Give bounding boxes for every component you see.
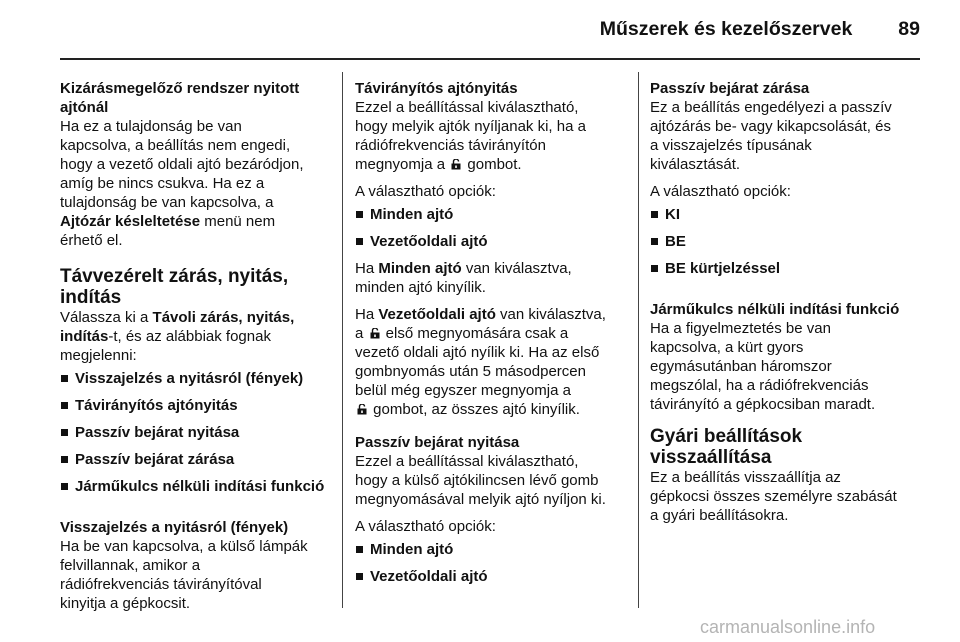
paragraph-line: Ez a beállítás engedélyezi a passzív xyxy=(650,99,892,116)
heading-keyless-start: Járműkulcs nélküli indítási funkció xyxy=(650,301,900,318)
list-item: Visszajelzés a nyitásról (fények) xyxy=(60,369,330,388)
options-label: A választható opciók: xyxy=(650,183,791,200)
unlock-icon xyxy=(357,404,367,415)
list-item: Távirányítós ajtónyitás xyxy=(60,396,330,415)
paragraph-line: kapcsolva, a kürt gyors xyxy=(650,339,804,356)
list-item: Vezetőoldali ajtó xyxy=(355,567,625,586)
paragraph-line: hogy melyik ajtók nyíljanak ki, ha a xyxy=(355,118,586,135)
paragraph-line: gombnyomás után 5 másodpercen xyxy=(355,363,586,380)
heading-remote-unlock: Távirányítós ajtónyitás xyxy=(355,80,518,97)
options-label: A választható opciók: xyxy=(355,183,496,200)
heading-passive-entry-lock: Passzív bejárat zárása xyxy=(650,80,810,97)
list-item: Passzív bejárat zárása xyxy=(60,450,330,469)
paragraph-line: megnyomásával melyik ajtó nyíljon ki. xyxy=(355,491,606,508)
paragraph-line: indítás-t, és az alábbiak fognak xyxy=(60,328,271,345)
paragraph-line: Válassza ki a Távoli zárás, nyitás, xyxy=(60,309,295,326)
heading-passive-entry-unlock: Passzív bejárat nyitása xyxy=(355,434,520,451)
paragraph-line: kiválasztását. xyxy=(650,156,741,173)
paragraph-line: belül még egyszer megnyomja a xyxy=(355,382,571,399)
paragraph-line: Ez a beállítás visszaállítja az xyxy=(650,469,841,486)
paragraph-line: kinyitja a gépkocsit. xyxy=(60,595,191,612)
list-item: Passzív bejárat nyitása xyxy=(60,423,330,442)
paragraph-line: Ezzel a beállítással kiválasztható, xyxy=(355,99,579,116)
column-2 xyxy=(355,79,625,594)
paragraph-line: érhető el. xyxy=(60,232,123,249)
menu-ref: Távoli zárás, nyitás, xyxy=(152,309,295,326)
paragraph-line: tulajdonság be van kapcsolva, a xyxy=(60,194,274,211)
heading-factory-reset: Gyári beállítások visszaállítása xyxy=(650,426,803,468)
page-header xyxy=(60,14,920,44)
paragraph-line: vezető oldali ajtó nyílik ki. Ha az első xyxy=(355,344,600,361)
page-number: 89 xyxy=(898,18,920,40)
paragraph-line: hogy a vezető oldali ajtó bezáródjon, xyxy=(60,156,304,173)
menu-ref: Ajtózár késleltetése xyxy=(60,213,201,230)
heading-door-open-protection: Kizárásmegelőző rendszer nyitott ajtónál xyxy=(60,80,300,116)
paragraph-line: kapcsolva, a beállítás nem engedi, xyxy=(60,137,291,154)
paragraph-line: Ha ez a tulajdonság be van xyxy=(60,118,242,135)
paragraph-line: Ha Minden ajtó van kiválasztva, xyxy=(355,260,572,277)
list-item: Minden ajtó xyxy=(355,540,625,559)
list-item: BE xyxy=(650,232,920,251)
column-divider-1 xyxy=(342,72,343,608)
column-divider-2 xyxy=(638,72,639,608)
paragraph-line: rádiófrekvenciás távirányítón xyxy=(355,137,546,154)
options-label: A választható opciók: xyxy=(355,518,496,535)
paragraph-line: ajtózárás be- vagy kikapcsolását, és xyxy=(650,118,891,135)
paragraph-line: Ha be van kapcsolva, a külső lámpák xyxy=(60,538,308,555)
header-rule xyxy=(60,58,920,60)
paragraph-line: hogy a külső ajtókilincsen lévő gomb xyxy=(355,472,599,489)
list-item: Minden ajtó xyxy=(355,205,625,224)
paragraph-line: megszólal, ha a rádiófrekvenciás xyxy=(650,377,869,394)
heading-remote-lock: Távvezérelt zárás, nyitás, indítás xyxy=(60,266,289,308)
paragraph-line: felvillannak, amikor a xyxy=(60,557,201,574)
column-1 xyxy=(60,79,330,613)
heading-unlock-feedback: Visszajelzés a nyitásról (fények) xyxy=(60,519,289,536)
list-item: BE kürtjelzéssel xyxy=(650,259,920,278)
list-item: KI xyxy=(650,205,920,224)
paragraph-line: megnyomja a gombot. xyxy=(355,156,522,173)
paragraph-line: rádiófrekvenciás távirányítóval xyxy=(60,576,262,593)
paragraph-line: gépkocsi összes személyre szabását xyxy=(650,488,897,505)
paragraph-line: Ajtózár késleltetése menü nem xyxy=(60,213,276,230)
paragraph-line: Ha a figyelmeztetés be van xyxy=(650,320,831,337)
paragraph-line: gombot, az összes ajtó kinyílik. xyxy=(355,400,625,419)
list-item: Vezetőoldali ajtó xyxy=(355,232,625,251)
list-item: Járműkulcs nélküli indítási funkció xyxy=(60,477,330,496)
paragraph-line: Ezzel a beállítással kiválasztható, xyxy=(355,453,579,470)
paragraph-line: Ha Vezetőoldali ajtó van kiválasztva, xyxy=(355,306,606,323)
unlock-icon xyxy=(451,159,461,170)
watermark: carmanualsonline.info xyxy=(700,617,876,637)
paragraph-line: a gyári beállításokra. xyxy=(650,507,789,524)
paragraph-line: megjelenni: xyxy=(60,347,137,364)
paragraph-line: minden ajtó kinyílik. xyxy=(355,279,486,296)
paragraph-line: amíg be nincs csukva. Ha ez a xyxy=(60,175,265,192)
paragraph-line: távirányító a gépkocsiban maradt. xyxy=(650,396,876,413)
paragraph-line: egymásutánban háromszor xyxy=(650,358,832,375)
menu-ref: indítás xyxy=(60,328,109,345)
unlock-icon xyxy=(370,328,380,339)
paragraph-line: a első megnyomására csak a xyxy=(355,325,569,342)
header-title: Műszerek és kezelőszervek xyxy=(599,18,853,40)
paragraph-line: a visszajelzés típusának xyxy=(650,137,812,154)
column-3 xyxy=(650,79,920,525)
